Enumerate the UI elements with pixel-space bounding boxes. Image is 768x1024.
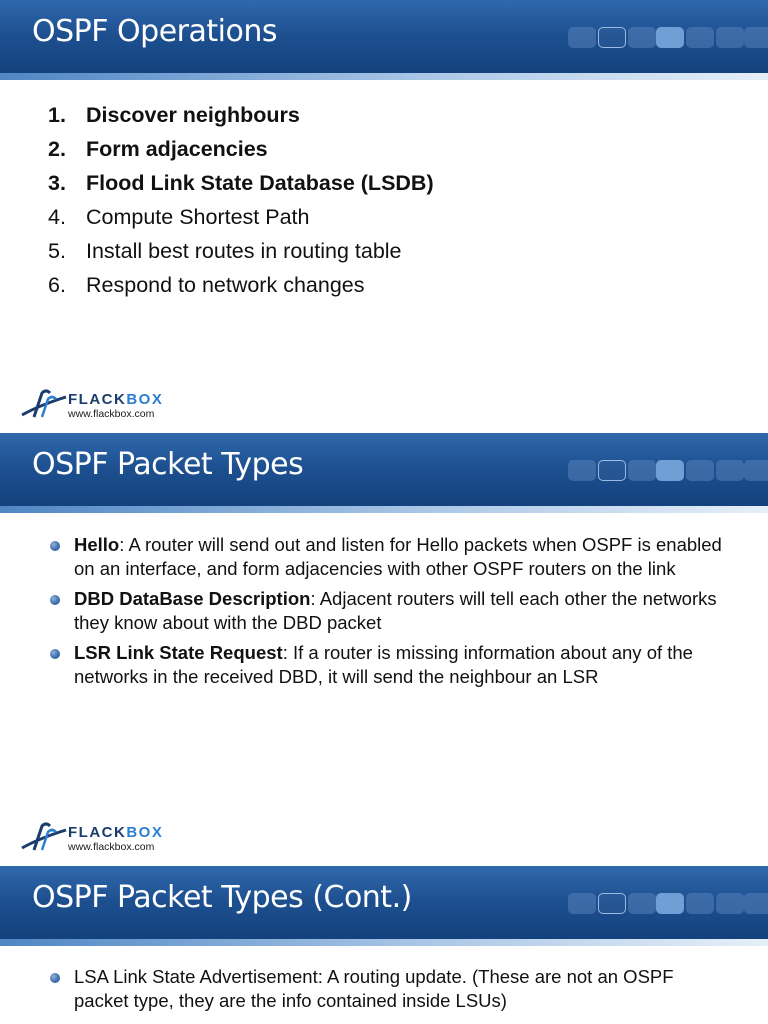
- nav-dot: [716, 893, 744, 914]
- list-item: LSR Link State Request: If a router is missing information about any of the networks in the received DBD, it will send the neighbour an LSR: [50, 641, 730, 689]
- bullet-icon: [50, 541, 60, 551]
- nav-dot: [716, 27, 744, 48]
- slide-ospf-operations: [0, 0, 768, 433]
- nav-dot-active: [656, 27, 684, 48]
- slide-nav-indicator: [568, 460, 768, 482]
- list-item: 1. Discover neighbours: [48, 103, 300, 127]
- list-item: LSA Link State Advertisement: A routing update. (These are not an OSPF packet type, they are the info contained inside LSUs): [50, 965, 730, 1013]
- flackbox-logo: [20, 389, 180, 425]
- logo-brand: FLACKBOX: [68, 391, 164, 408]
- nav-dot: [744, 893, 768, 914]
- nav-dot: [628, 460, 656, 481]
- list-item: DBD DataBase Description: Adjacent routers will tell each other the networks they know about with the DBD packet: [50, 587, 730, 635]
- nav-dot-active: [656, 460, 684, 481]
- list-item: 5. Install best routes in routing table: [48, 239, 402, 263]
- logo-url: www.flackbox.com: [68, 841, 155, 853]
- nav-dot: [628, 27, 656, 48]
- list-item: 2. Form adjacencies: [48, 137, 268, 161]
- bullet-icon: [50, 649, 60, 659]
- bullet-icon: [50, 595, 60, 605]
- nav-dot: [598, 27, 626, 48]
- slide-header: [0, 866, 768, 946]
- slide-header: [0, 433, 768, 513]
- operations-list: [48, 98, 434, 302]
- nav-dot: [686, 27, 714, 48]
- nav-dot: [686, 893, 714, 914]
- flackbox-logo-icon: [20, 822, 68, 852]
- nav-dot: [628, 893, 656, 914]
- list-item: 3. Flood Link State Database (LSDB): [48, 171, 434, 195]
- nav-dot: [568, 460, 596, 481]
- slide-title: OSPF Packet Types (Cont.): [32, 880, 412, 915]
- logo-url: www.flackbox.com: [68, 408, 155, 420]
- slide-nav-indicator: [568, 27, 768, 49]
- nav-dot: [744, 27, 768, 48]
- packet-types-list: [50, 533, 730, 695]
- nav-dot: [568, 27, 596, 48]
- nav-dot: [598, 460, 626, 481]
- nav-dot-active: [656, 893, 684, 914]
- logo-brand: FLACKBOX: [68, 824, 164, 841]
- flackbox-logo: [20, 822, 180, 858]
- nav-dot: [716, 460, 744, 481]
- flackbox-logo-icon: [20, 389, 68, 419]
- nav-dot: [686, 460, 714, 481]
- list-item: Hello: A router will send out and listen for Hello packets when OSPF is enabled on an interface, and form adjacencies with other OSPF routers on the link: [50, 533, 730, 581]
- packet-types-cont-list: [50, 965, 730, 1019]
- nav-dot: [744, 460, 768, 481]
- list-item: 4. Compute Shortest Path: [48, 205, 310, 229]
- nav-dot: [568, 893, 596, 914]
- bullet-icon: [50, 973, 60, 983]
- nav-dot: [598, 893, 626, 914]
- slide-nav-indicator: [568, 893, 768, 915]
- slide-header: [0, 0, 768, 80]
- slide-title: OSPF Packet Types: [32, 447, 304, 482]
- list-item: 6. Respond to network changes: [48, 273, 365, 297]
- slide-title: OSPF Operations: [32, 14, 277, 49]
